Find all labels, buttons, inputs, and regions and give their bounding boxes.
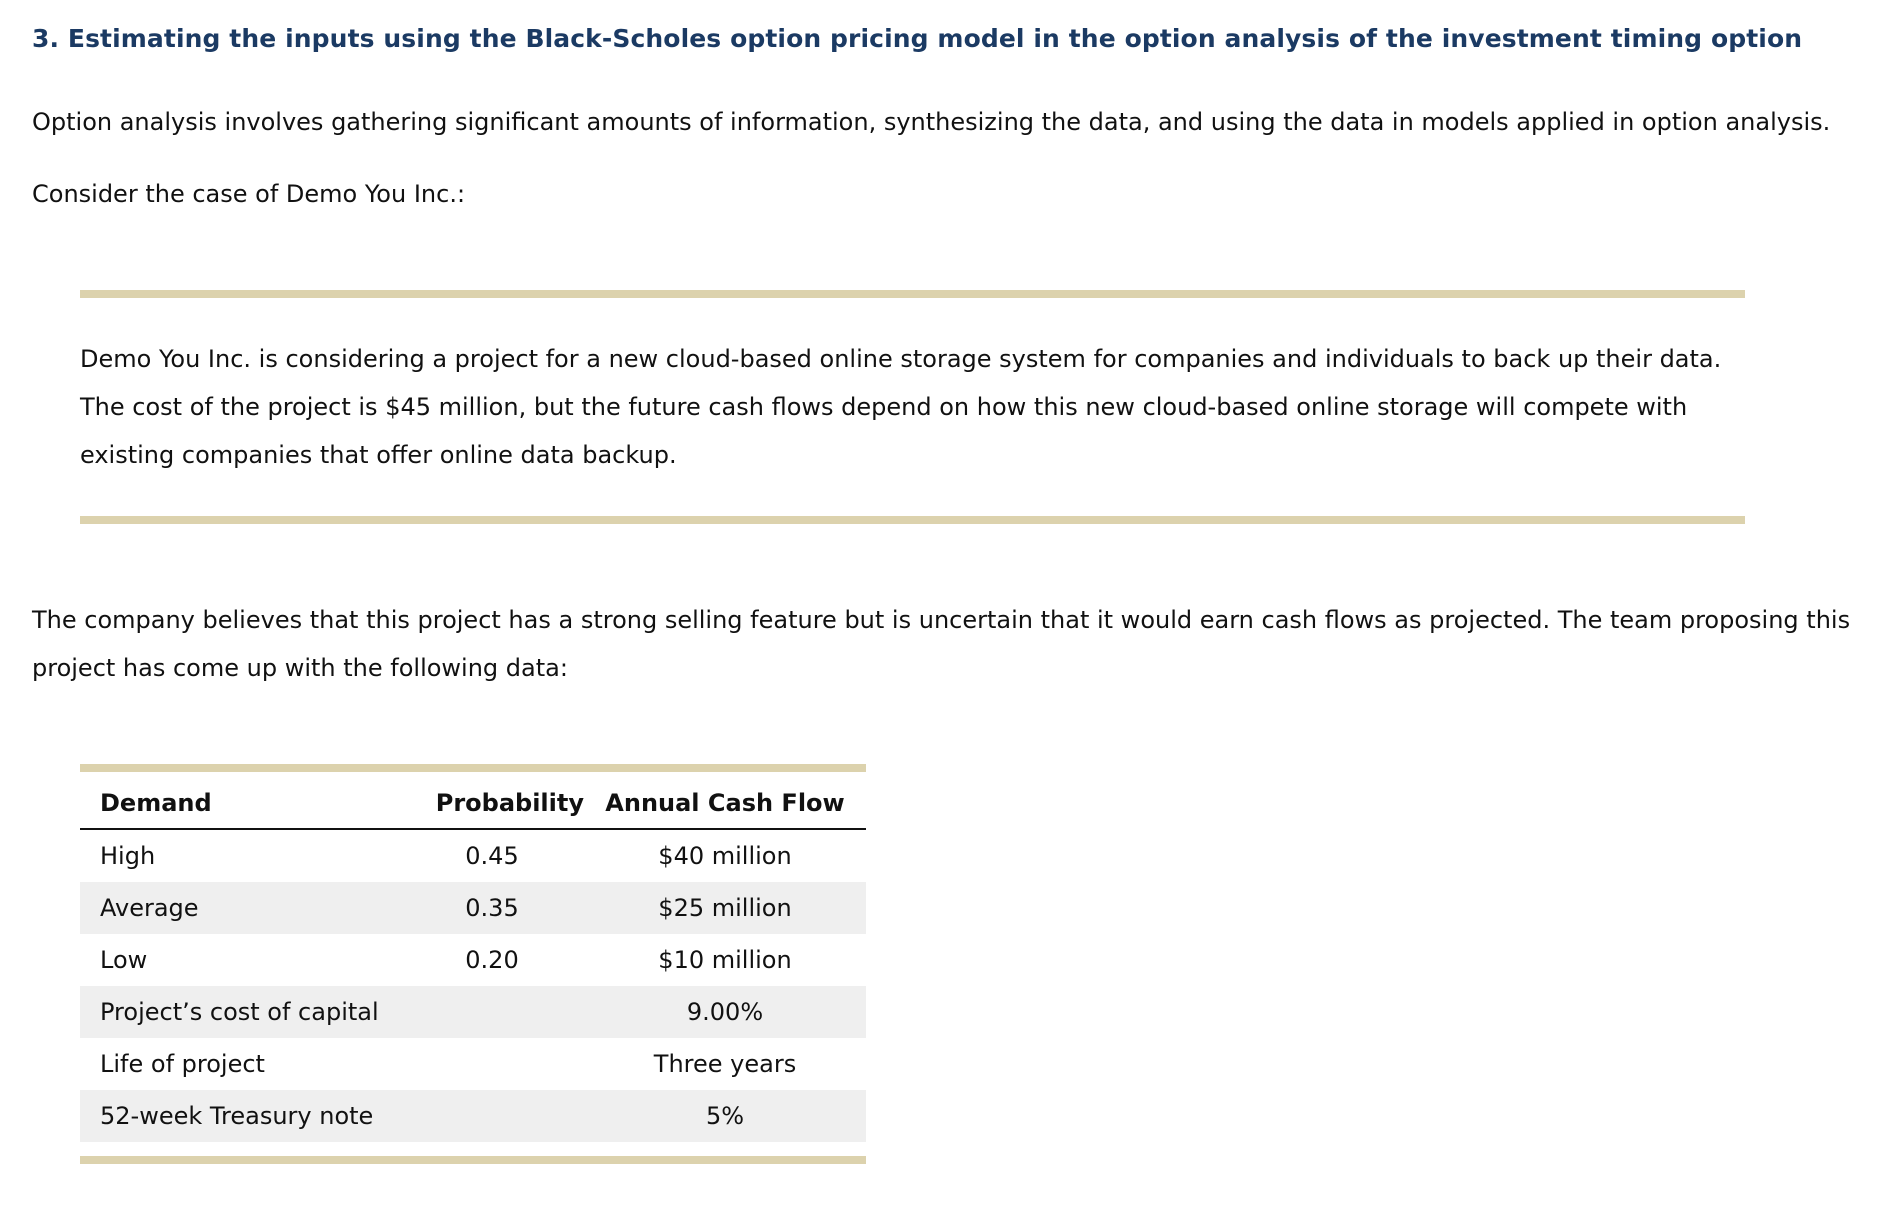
table-row xyxy=(80,1090,866,1142)
project-data-table xyxy=(80,778,866,1142)
consider-paragraph: Consider the case of Demo You Inc.: xyxy=(32,180,466,208)
case-description xyxy=(80,335,1745,479)
header-probability: Probability xyxy=(435,789,584,817)
case-line: existing companies that offer online data backup. xyxy=(80,441,677,469)
cell-probability: 0.45 xyxy=(465,842,519,870)
table-header xyxy=(80,778,866,830)
cell-probability: 0.35 xyxy=(465,894,519,922)
cell-value: 5% xyxy=(705,1102,745,1130)
case-bottom-divider xyxy=(80,516,1745,524)
cell-demand: Low xyxy=(100,946,148,974)
cell-label: Project’s cost of capital xyxy=(100,998,379,1026)
company-paragraph: The company believes that this project has a strong selling feature but is uncertain that it would earn cash flows as projected. The team proposing this project has come up with the following data: xyxy=(32,606,1851,682)
cell-value: 9.00% xyxy=(686,998,764,1026)
header-annual-cash-flow: Annual Cash Flow xyxy=(605,789,845,817)
table-row xyxy=(80,830,866,882)
cell-demand: High xyxy=(100,842,156,870)
cell-label: Life of project xyxy=(100,1050,265,1078)
table-row xyxy=(80,882,866,934)
cell-value: Three years xyxy=(653,1050,797,1078)
table-row xyxy=(80,934,866,986)
section-heading: 3. Estimating the inputs using the Black-Scholes option pricing model in the option analysis of the investment timing option xyxy=(32,24,1803,53)
case-line: The cost of the project is $45 million, but the future cash flows depend on how this new cloud-based online storage will compete with xyxy=(80,393,1688,421)
intro-paragraph: Option analysis involves gathering significant amounts of information, synthesizing the data, and using the data in models applied in option analysis. xyxy=(32,108,1831,136)
cell-cash-flow: $10 million xyxy=(658,946,792,974)
case-line: Demo You Inc. is considering a project for a new cloud-based online storage system for companies and individuals to back up their data. xyxy=(80,345,1722,373)
table-bottom-divider xyxy=(80,1156,866,1164)
table-row xyxy=(80,986,866,1038)
case-top-divider xyxy=(80,290,1745,298)
cell-demand: Average xyxy=(100,894,199,922)
header-demand: Demand xyxy=(100,789,212,817)
table-top-divider xyxy=(80,764,866,772)
cell-label: 52-week Treasury note xyxy=(100,1102,374,1130)
cell-probability: 0.20 xyxy=(465,946,519,974)
table-row xyxy=(80,1038,866,1090)
cell-cash-flow: $40 million xyxy=(658,842,792,870)
cell-cash-flow: $25 million xyxy=(658,894,792,922)
